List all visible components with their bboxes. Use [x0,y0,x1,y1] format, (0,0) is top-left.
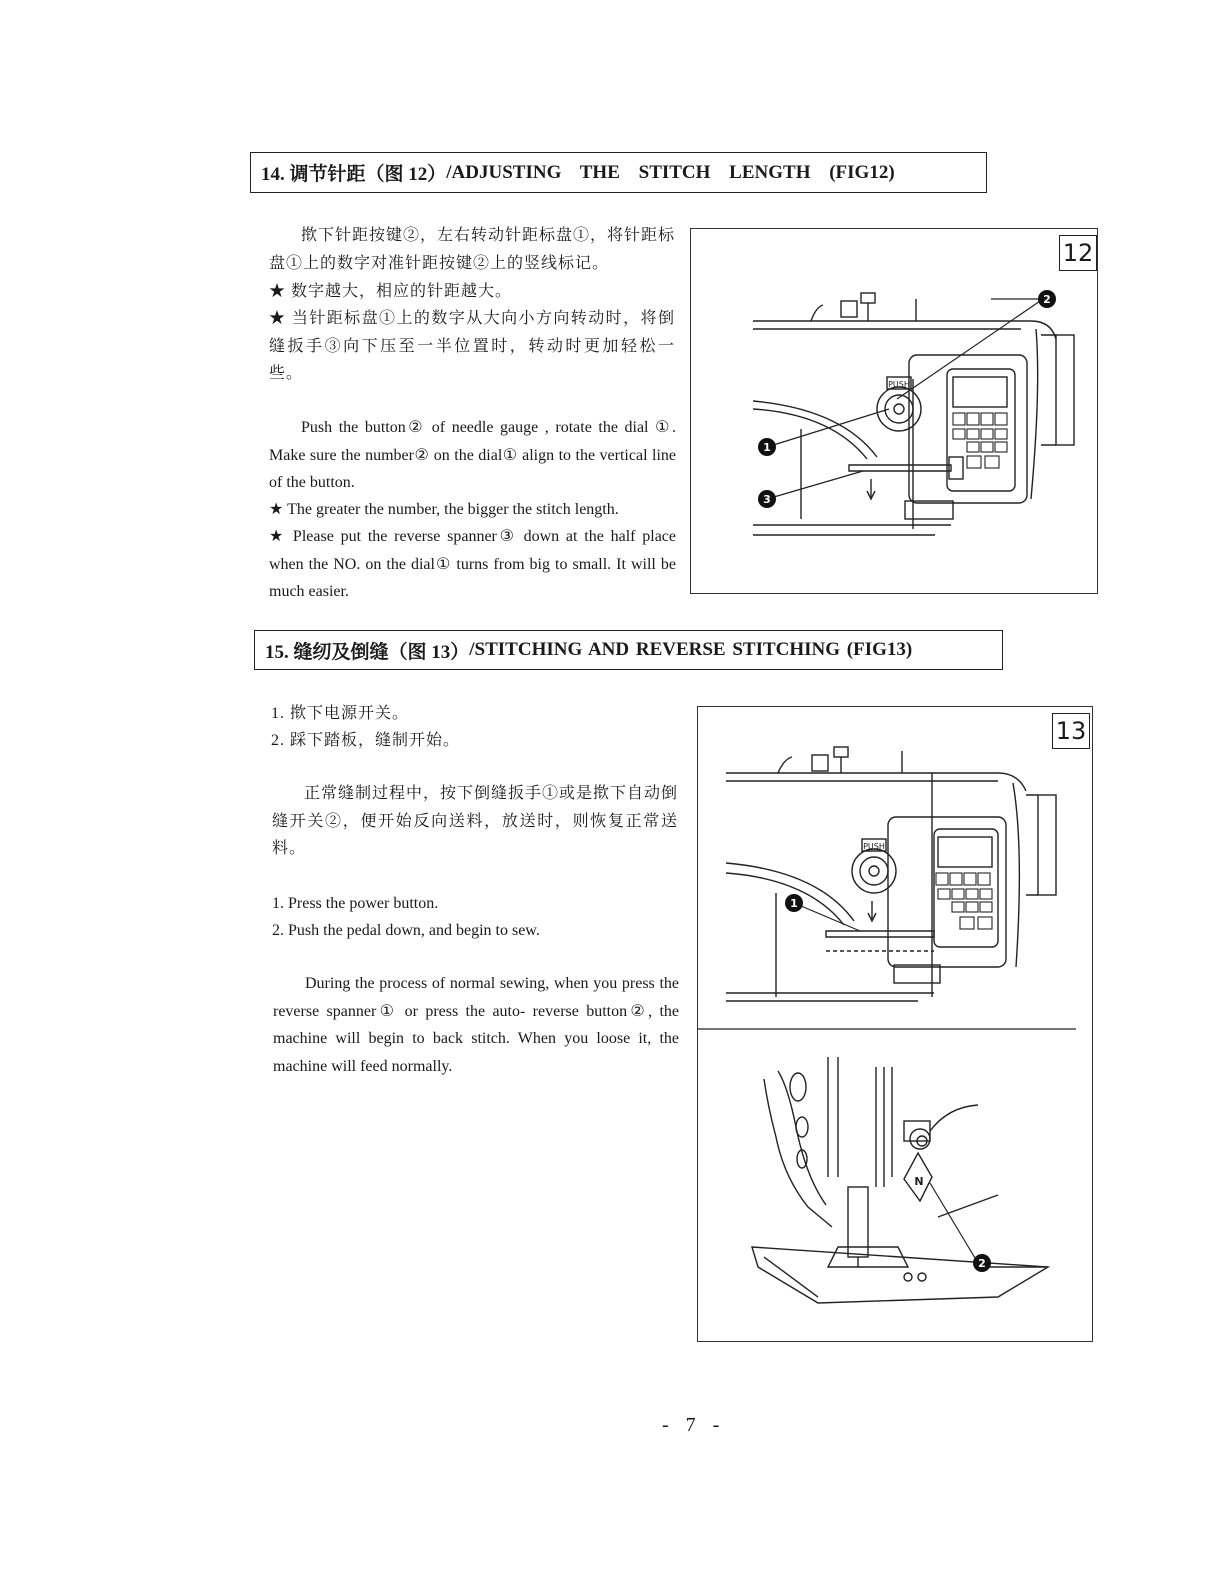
figure-13-push-label: PUSH [863,842,885,851]
section-15-cn-paragraph: 正常缝制过程中，按下倒缝扳手①或是揿下自动倒缝开关②，便开始反向送料，放送时，则恢复正常送料。 [272,785,679,857]
figure-13-callout-2-label: 2 [978,1257,986,1270]
section-15-en-step-2: 2. Push the pedal down, and begin to sew. [272,922,540,939]
figure-13-number: 13 [1052,713,1090,749]
figure-12-callout-3-label: 3 [763,493,771,506]
section-15-en-step-1: 1. Press the power button. [272,895,439,912]
section-14-heading-cn: 14. 调节针距（图 12） [261,164,447,185]
section-14-heading [250,152,987,193]
section-15-en-paragraph: During the process of normal sewing, when you press the reverse spanner① or press the auto- reverse button②, the machine will begin to back stitch. When you loose it, the machine will feed normally. [273,975,679,1075]
figure-13-n-label: N [914,1175,924,1188]
figure-12-number: 12 [1059,235,1097,271]
figure-12 [690,228,1098,594]
figure-13 [697,706,1093,1342]
section-15-heading-en: /STITCHING AND REVERSE STITCHING (FIG13) [469,639,913,660]
section-15-cn-step-2: 2. 踩下踏板，缝制开始。 [271,732,461,749]
section-15-heading [254,630,1003,670]
figure-13-callout-1-label: 1 [790,897,798,910]
figure-13-machine-drawing [698,707,1094,1343]
figure-12-callout-2-label: 2 [1043,293,1051,306]
section-14-en-paragraph: Push the button② of needle gauge , rotate the dial ①. Make sure the number② on the dial① align to the vertical line of the button. [269,419,676,491]
page-number: - 7 - [662,1414,726,1436]
section-14-cn-star-1: ★ 数字越大，相应的针距越大。 [269,278,675,306]
section-14-cn-star-2: ★ 当针距标盘①上的数字从大向小方向转动时，将倒缝扳手③向下压至一半位置时，转动时更加轻松一些。 [269,305,675,388]
figure-12-callout-1-label: 1 [763,441,771,454]
section-15-cn-step-1: 1. 揿下电源开关。 [271,705,410,722]
section-14-cn-paragraph: 揿下针距按键②，左右转动针距标盘①，将针距标盘①上的数字对准针距按键②上的竖线标记。 [269,227,676,272]
section-14-en-star-2: ★ Please put the reverse spanner③ down at the half place when the NO. on the dial① turns from big to small. It will be much easier. [269,523,676,606]
section-14-heading-en: /ADJUSTING THE STITCH LENGTH (FIG12) [446,161,895,183]
figure-12-machine-drawing [691,229,1099,595]
section-14-en-star-1: ★ The greater the number, the bigger the stitch length. [269,496,676,524]
section-15-heading-cn: 15. 缝纫及倒缝（图 13） [265,641,470,663]
figure-12-push-label: PUSH [888,380,910,389]
